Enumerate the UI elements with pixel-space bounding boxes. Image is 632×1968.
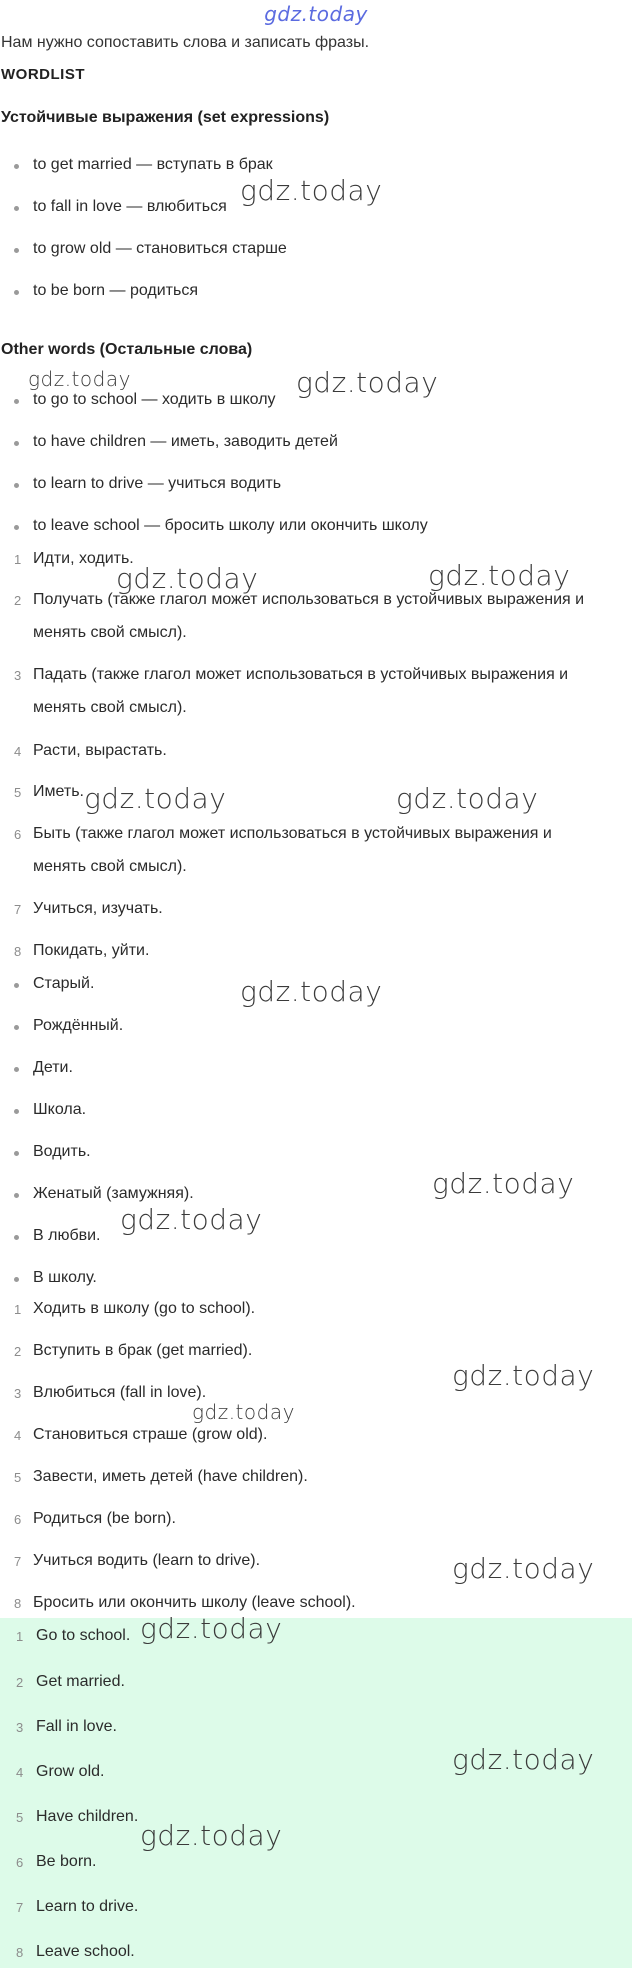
bullet-icon (14, 399, 19, 404)
item-number: 7 (14, 902, 22, 917)
list-item: Завести, иметь детей (have children). (33, 1468, 308, 1485)
item-number: 2 (16, 1675, 24, 1690)
bullet-icon (14, 983, 19, 988)
list-item: Влюбиться (fall in love). (33, 1384, 207, 1401)
bullet-icon (14, 1193, 19, 1198)
list-item: Рождённый. (33, 1017, 124, 1034)
item-number: 3 (16, 1720, 24, 1735)
list-item: Бросить или окончить школу (leave school). (33, 1594, 356, 1611)
list-item: Ходить в школу (go to school). (33, 1300, 256, 1317)
list-item-continuation: менять свой смысл). (33, 699, 187, 716)
item-number: 4 (14, 1428, 22, 1443)
bullet-icon (14, 206, 19, 211)
watermark: gdz.today (452, 1552, 595, 1585)
watermark: gdz.today (116, 562, 259, 595)
item-number: 2 (14, 1344, 22, 1359)
list-item: Падать (также глагол может использоваться в устойчивых выражения и (33, 666, 569, 683)
wordlist-heading: WORDLIST (1, 66, 85, 83)
list-item: Идти, ходить. (33, 550, 134, 567)
item-number: 7 (16, 1900, 24, 1915)
answer-item: Learn to drive. (36, 1898, 139, 1915)
list-item: Вступить в брак (get married). (33, 1342, 253, 1359)
bullet-icon (14, 483, 19, 488)
watermark: gdz.today (452, 1743, 595, 1776)
item-number: 5 (14, 785, 22, 800)
item-number: 4 (16, 1765, 24, 1780)
list-item: to learn to drive — учиться водить (33, 475, 282, 492)
answer-item: Have children. (36, 1808, 139, 1825)
set-expressions-heading: Устойчивые выражения (set expressions) (1, 109, 330, 126)
list-item: to go to school — ходить в школу (33, 391, 276, 408)
bullet-icon (14, 1067, 19, 1072)
intro-text: Нам нужно сопоставить слова и записать фразы. (1, 34, 370, 51)
list-item: to be born — родиться (33, 282, 198, 299)
list-item: to have children — иметь, заводить детей (33, 433, 338, 450)
watermark: gdz.today (240, 975, 383, 1008)
site-logo[interactable]: gdz.today (264, 2, 368, 26)
bullet-icon (14, 1235, 19, 1240)
bullet-icon (14, 1025, 19, 1030)
list-item-continuation: менять свой смысл). (33, 624, 187, 641)
list-item: Покидать, уйти. (33, 942, 150, 959)
answer-item: Get married. (36, 1673, 125, 1690)
list-item: В школу. (33, 1269, 97, 1286)
watermark: gdz.today (240, 174, 383, 207)
list-item: to fall in love — влюбиться (33, 198, 227, 215)
bullet-icon (14, 164, 19, 169)
item-number: 1 (16, 1629, 24, 1644)
bullet-icon (14, 290, 19, 295)
list-item: to get married — вступать в брак (33, 156, 273, 173)
watermark: gdz.today (192, 1400, 295, 1424)
bullet-icon (14, 1277, 19, 1282)
watermark: gdz.today (452, 1359, 595, 1392)
list-item: Женатый (замужняя). (33, 1185, 194, 1202)
list-item: Получать (также глагол может использоваться в устойчивых выражения и (33, 591, 585, 608)
answer-item: Grow old. (36, 1763, 105, 1780)
answer-item: Leave school. (36, 1943, 135, 1960)
watermark: gdz.today (428, 559, 571, 592)
watermark: gdz.today (120, 1203, 263, 1236)
list-item: Школа. (33, 1101, 87, 1118)
answer-item: Be born. (36, 1853, 97, 1870)
item-number: 3 (14, 668, 22, 683)
item-number: 2 (14, 593, 22, 608)
list-item: Становиться страше (grow old). (33, 1426, 268, 1443)
list-item: Родиться (be born). (33, 1510, 176, 1527)
list-item: В любви. (33, 1227, 101, 1244)
bullet-icon (14, 248, 19, 253)
item-number: 8 (16, 1945, 24, 1960)
item-number: 1 (14, 1302, 22, 1317)
list-item: to grow old — становиться старше (33, 240, 287, 257)
list-item: Старый. (33, 975, 95, 992)
item-number: 6 (14, 827, 22, 842)
bullet-icon (14, 525, 19, 530)
list-item: Учиться, изучать. (33, 900, 163, 917)
bullet-icon (14, 441, 19, 446)
item-number: 7 (14, 1554, 22, 1569)
item-number: 3 (14, 1386, 22, 1401)
item-number: 5 (14, 1470, 22, 1485)
list-item: Дети. (33, 1059, 73, 1076)
answer-item: Fall in love. (36, 1718, 117, 1735)
list-item: Водить. (33, 1143, 91, 1160)
item-number: 5 (16, 1810, 24, 1825)
item-number: 6 (14, 1512, 22, 1527)
list-item: Иметь. (33, 783, 84, 800)
watermark: gdz.today (432, 1167, 575, 1200)
other-words-heading: Other words (Остальные слова) (1, 341, 253, 358)
answer-item: Go to school. (36, 1627, 131, 1644)
watermark: gdz.today (140, 1612, 283, 1645)
watermark: gdz.today (28, 367, 131, 391)
item-number: 1 (14, 552, 22, 567)
list-item: to leave school — бросить школу или окончить школу (33, 517, 428, 534)
watermark: gdz.today (84, 782, 227, 815)
list-item-continuation: менять свой смысл). (33, 858, 187, 875)
watermark: gdz.today (296, 366, 439, 399)
list-item: Учиться водить (learn to drive). (33, 1552, 261, 1569)
item-number: 4 (14, 744, 22, 759)
item-number: 8 (14, 944, 22, 959)
bullet-icon (14, 1151, 19, 1156)
list-item: Расти, вырастать. (33, 742, 167, 759)
bullet-icon (14, 1109, 19, 1114)
watermark: gdz.today (396, 782, 539, 815)
item-number: 8 (14, 1596, 22, 1611)
watermark: gdz.today (140, 1819, 283, 1852)
item-number: 6 (16, 1855, 24, 1870)
list-item: Быть (также глагол может использоваться в устойчивых выражения и (33, 825, 552, 842)
